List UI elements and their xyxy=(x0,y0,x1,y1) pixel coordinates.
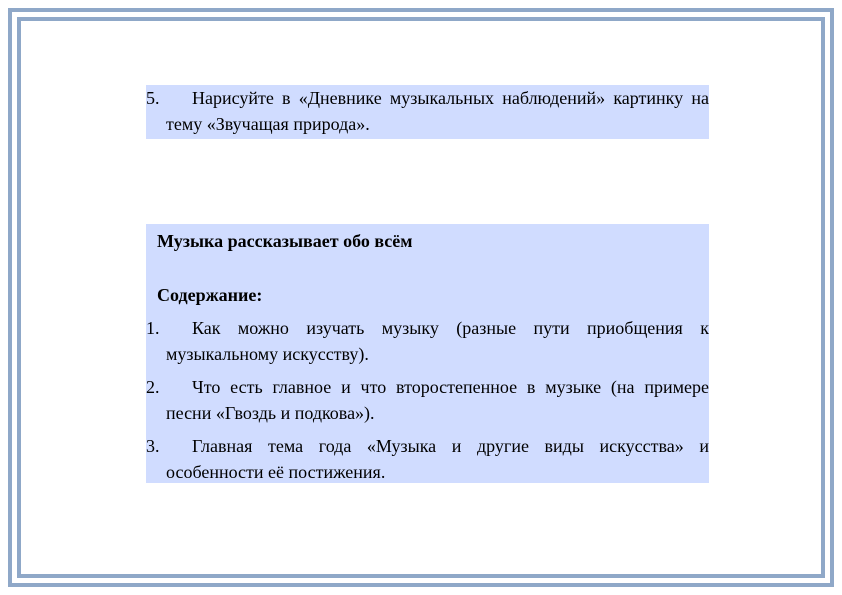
item-number: 3. xyxy=(146,436,160,456)
item-number: 1. xyxy=(146,318,160,338)
contents-heading: Содержание: xyxy=(157,285,263,305)
item-text: Что есть главное и что второстепенное в музыке (на примере песни «Гвоздь и подкова»). xyxy=(166,377,709,423)
lesson-contents-block xyxy=(146,224,709,483)
item-text: Нарисуйте в «Дневнике музыкальных наблюдений» картинку на тему «Звучащая природа». xyxy=(166,88,709,134)
list-item xyxy=(146,315,709,367)
list-item xyxy=(146,433,709,485)
item-text: Как можно изучать музыку (разные пути приобщения к музыкальному искусству). xyxy=(166,318,709,364)
item-number: 2. xyxy=(146,377,160,397)
list-item xyxy=(146,85,709,137)
item-text: Главная тема года «Музыка и другие виды искусства» и особенности её постижения. xyxy=(166,436,709,482)
lesson-title: Музыка рассказывает обо всём xyxy=(157,231,413,251)
list-item xyxy=(146,374,709,426)
item-number: 5. xyxy=(146,88,160,108)
homework-block xyxy=(146,85,709,139)
